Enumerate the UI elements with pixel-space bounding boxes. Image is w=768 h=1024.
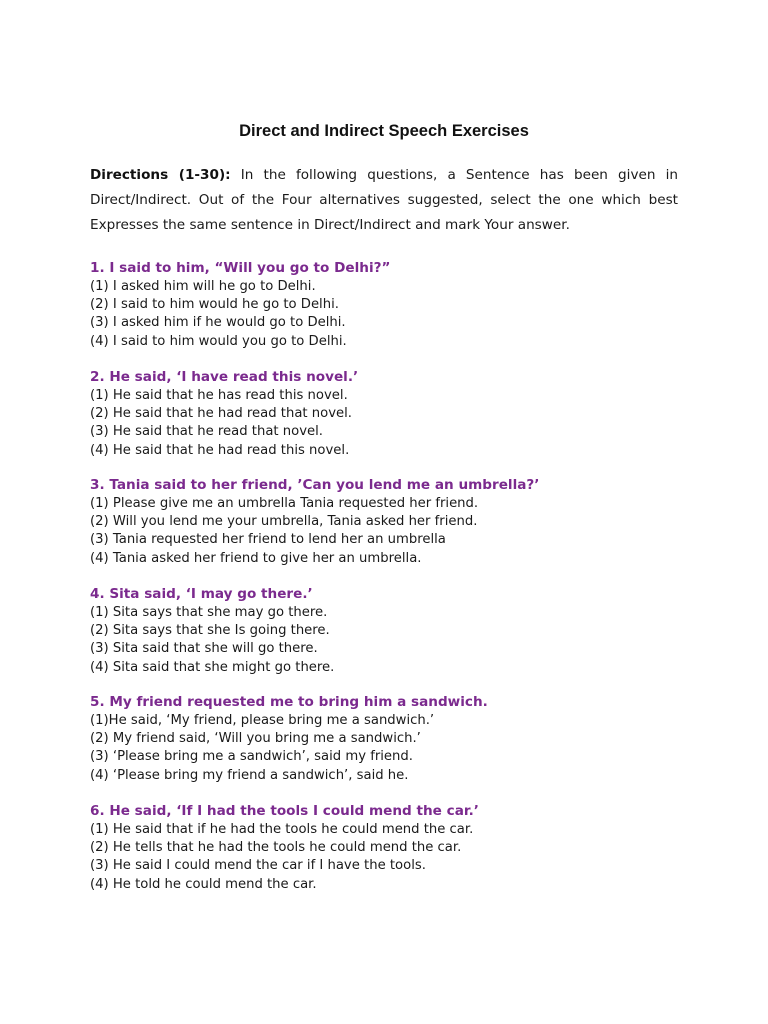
question-6 <box>90 802 690 894</box>
option-4: (4) Tania asked her friend to give her an umbrella. <box>90 550 422 566</box>
option-1: (1) He said that if he had the tools he could mend the car. <box>90 822 474 837</box>
option-4: (4) He said that he had read this novel. <box>90 442 350 458</box>
question-2 <box>90 368 690 460</box>
option-3: (3) He said that he read that novel. <box>90 424 323 440</box>
question-text: 6. He said, ‘If I had the tools I could mend the car.’ <box>90 803 479 819</box>
option-3: (3) He said I could mend the car if I have the tools. <box>90 858 426 874</box>
option-1: (1) He said that he has read this novel. <box>90 388 348 403</box>
option-2: (2) My friend said, ‘Will you bring me a sandwich.’ <box>90 731 421 747</box>
question-text: 3. Tania said to her friend, ’Can you lend me an umbrella?’ <box>90 477 540 493</box>
question-5 <box>90 693 690 785</box>
option-2: (2) Sita says that she Is going there. <box>90 623 330 639</box>
option-1: (1) Sita says that she may go there. <box>90 605 328 620</box>
option-2: (2) I said to him would he go to Delhi. <box>90 297 339 313</box>
option-3: (3) ‘Please bring me a sandwich’, said my friend. <box>90 749 413 765</box>
question-3 <box>90 476 690 568</box>
question-text: 1. I said to him, “Will you go to Delhi?” <box>90 260 391 276</box>
option-2: (2) He said that he had read that novel. <box>90 406 352 422</box>
question-text: 2. He said, ‘I have read this novel.’ <box>90 369 359 385</box>
directions-lead: Directions (1-30): <box>90 167 231 183</box>
option-1: (1) I asked him will he go to Delhi. <box>90 279 316 294</box>
option-4: (4) Sita said that she might go there. <box>90 659 335 675</box>
option-3: (3) Sita said that she will go there. <box>90 641 318 657</box>
option-3: (3) I asked him if he would go to Delhi. <box>90 315 346 331</box>
question-text: 5. My friend requested me to bring him a sandwich. <box>90 694 488 710</box>
directions-text: In the following questions, a Sentence has been given in Direct/Indirect. Out of the Four alternatives suggested, select the one which best Expresses the same sentence in Direct/Indirect and mark Your answer. <box>90 167 679 233</box>
option-3: (3) Tania requested her friend to lend her an umbrella <box>90 532 446 548</box>
question-text: 4. Sita said, ‘I may go there.’ <box>90 586 313 602</box>
directions-paragraph <box>90 163 678 238</box>
option-1: (1)He said, ‘My friend, please bring me a sandwich.’ <box>90 713 435 728</box>
option-4: (4) He told he could mend the car. <box>90 876 317 892</box>
question-4 <box>90 585 690 677</box>
page-title: Direct and Indirect Speech Exercises <box>239 122 529 140</box>
option-4: (4) ‘Please bring my friend a sandwich’, said he. <box>90 767 409 783</box>
option-2: (2) Will you lend me your umbrella, Tania asked her friend. <box>90 514 478 530</box>
question-1 <box>90 259 690 351</box>
option-2: (2) He tells that he had the tools he could mend the car. <box>90 840 462 856</box>
option-4: (4) I said to him would you go to Delhi. <box>90 333 347 349</box>
option-1: (1) Please give me an umbrella Tania requested her friend. <box>90 496 479 511</box>
